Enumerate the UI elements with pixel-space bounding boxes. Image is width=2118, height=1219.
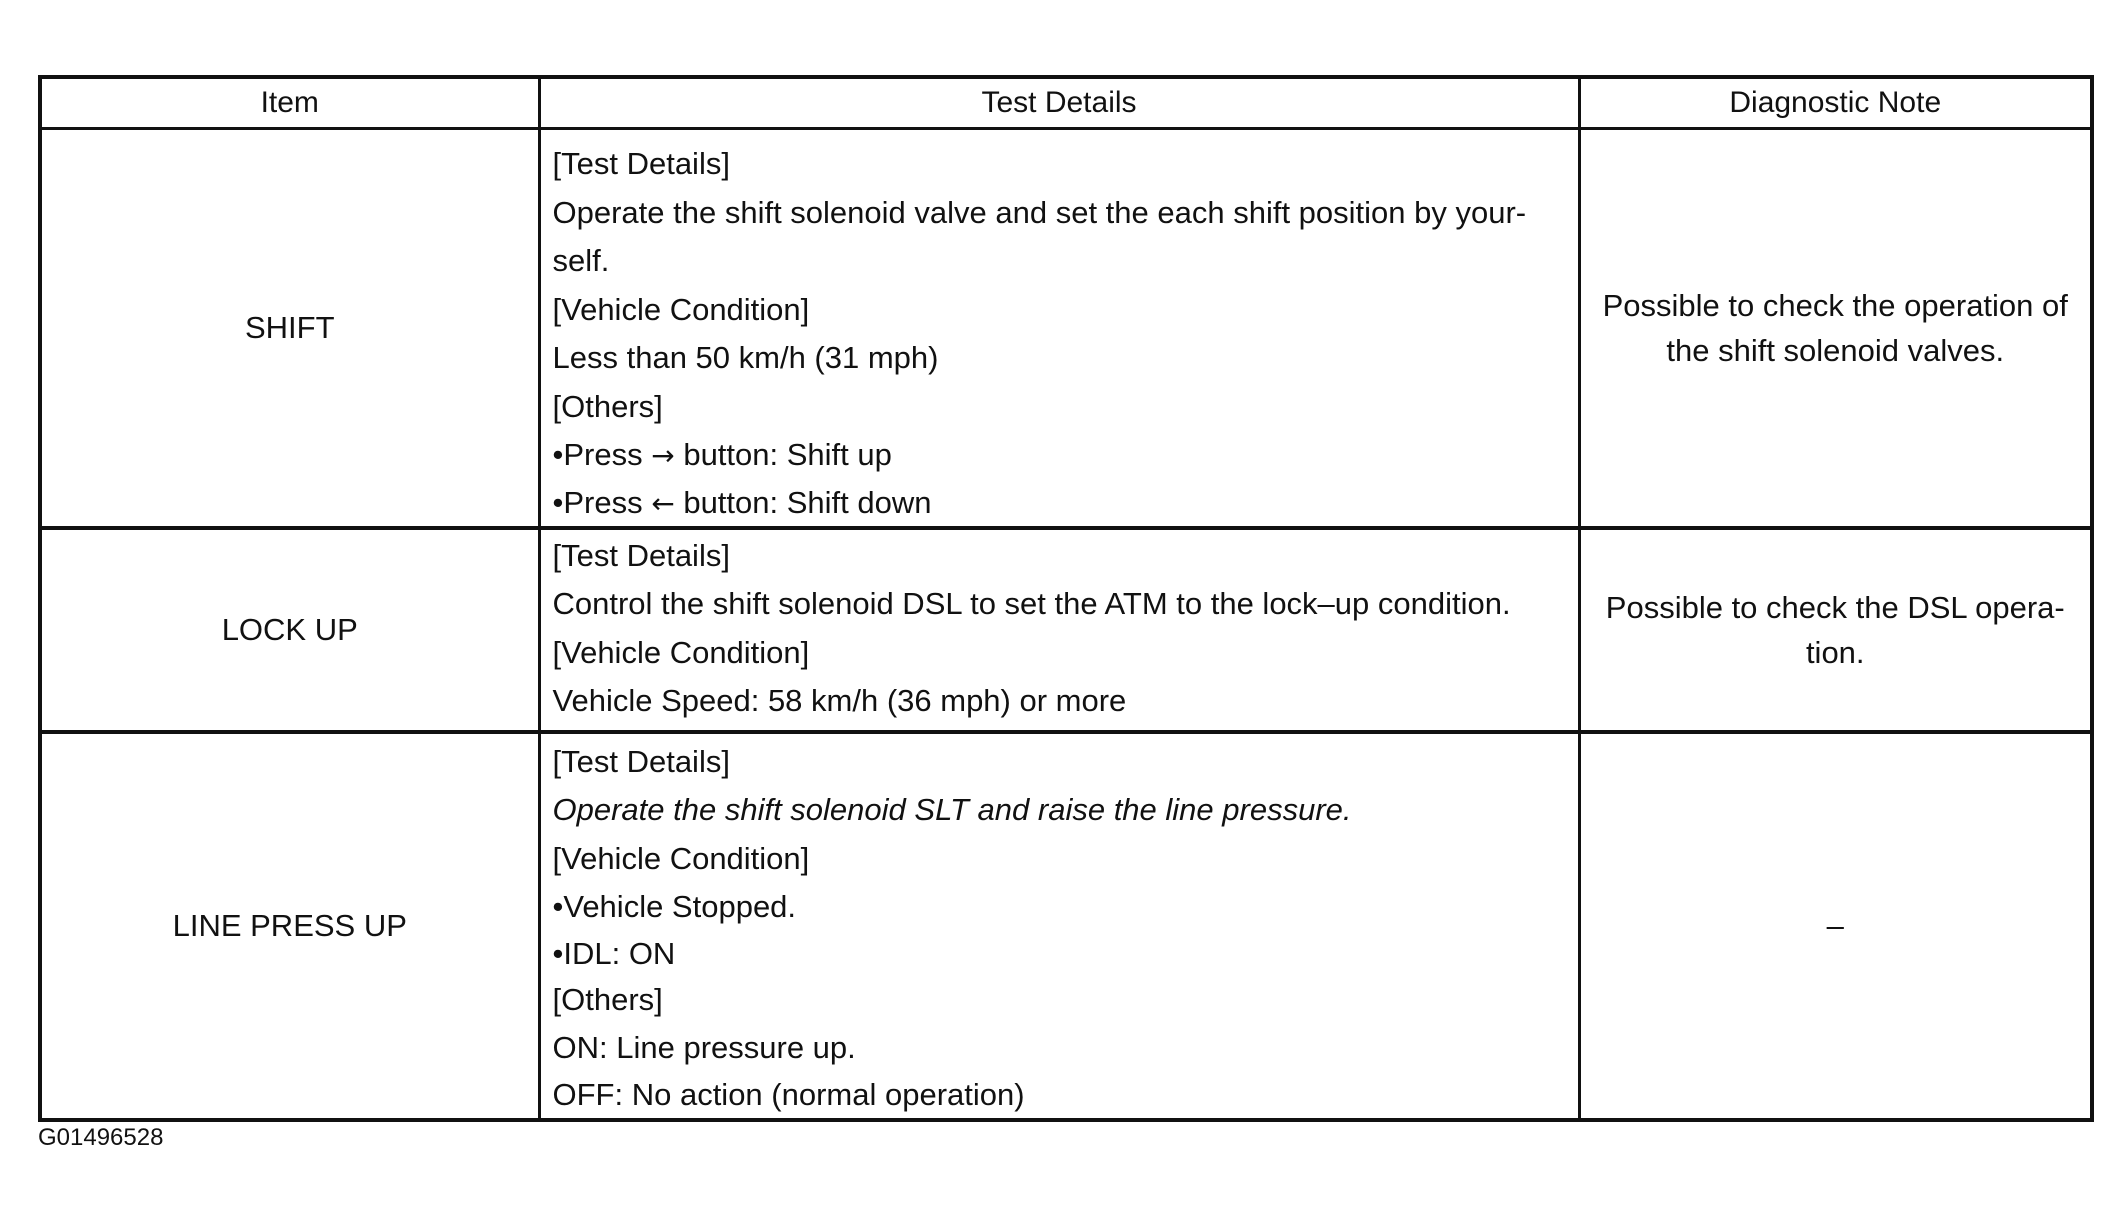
table-row-lock-up [40,528,2092,732]
note-cell-lock-up [1579,528,2092,732]
figure-id: G01496528 [38,1124,164,1151]
details-line: [Vehicle Condition] [552,840,810,876]
details-line: [Test Details] [552,537,730,573]
details-line: [Test Details] [552,743,730,779]
details-line: [Test Details] [552,146,730,181]
note-cell-shift [1579,129,2092,528]
note-line: – [1826,908,1844,943]
note-line: Possible to check the operation of [1602,287,2068,323]
test-details-table [38,75,2094,1122]
table-row-line-press-up [40,732,2092,1120]
details-bullet-shift-up [553,431,1568,481]
details-line: OFF: No action (normal operation) [552,1076,1025,1112]
details-line: [Others] [552,981,663,1017]
details-line: Control the shift solenoid DSL to set the ATM to the lock–up condition. [552,586,1511,621]
note-line: Possible to check the DSL opera- [1605,589,2065,625]
details-line: ON: Line pressure up. [552,1030,856,1065]
details-cell-line-press-up [539,732,1579,1120]
note-cell-line-press-up [1579,732,2092,1120]
header-item: Item [40,77,539,129]
arrow-right-icon: → [651,439,675,472]
bullet-post-text: button: Shift down [683,484,932,520]
bullet-glyph: • [552,484,564,520]
details-bullet-shift-down [553,481,1568,526]
details-line: •IDL: ON [552,935,676,971]
details-line: •Vehicle Stopped. [552,889,797,924]
details-line: [Vehicle Condition] [552,634,810,670]
header-diagnostic-note: Diagnostic Note [1579,77,2092,129]
table-row-shift [40,129,2092,528]
arrow-left-icon: ← [651,486,675,520]
details-line: Operate the shift solenoid valve and set the each shift position by your- [552,194,1527,230]
details-line: Vehicle Speed: 58 km/h (36 mph) or more [552,683,1127,718]
item-cell-lock-up: LOCK UP [40,528,539,732]
note-line: the shift solenoid valves. [1666,332,2005,368]
details-line: Operate the shift solenoid SLT and raise the line pressure. [552,792,1352,827]
table-header-row [40,77,2092,129]
details-line: [Vehicle Condition] [552,291,810,327]
bullet-pre-text: Press [563,437,643,472]
bullet-post-text: button: Shift up [683,437,892,472]
details-line: Less than 50 km/h (31 mph) [552,340,939,375]
item-cell-line-press-up: LINE PRESS UP [40,732,539,1120]
bullet-pre-text: Press [563,484,643,520]
details-cell-shift [539,129,1579,528]
item-cell-shift: SHIFT [40,129,539,528]
note-line: tion. [1805,634,1865,670]
details-line: [Others] [552,388,663,424]
details-line: self. [552,243,610,278]
bullet-glyph: • [552,437,564,472]
header-test-details: Test Details [539,77,1579,129]
details-cell-lock-up [539,528,1579,732]
